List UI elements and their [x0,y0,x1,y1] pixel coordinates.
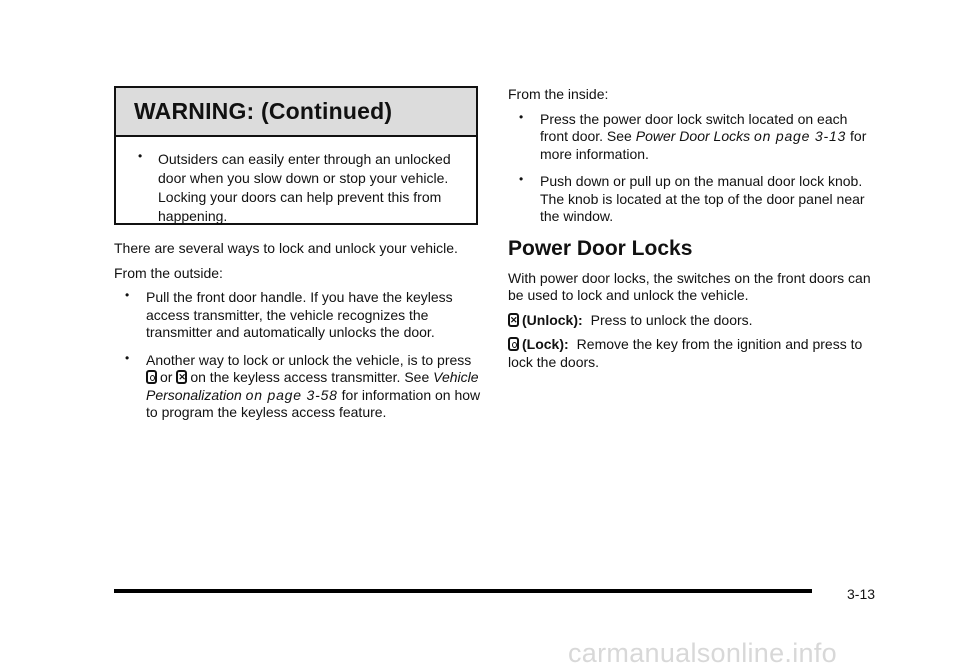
lock-label: (Lock): [522,336,569,352]
cross-reference-title[interactable]: Vehicle Personalization [146,369,479,403]
list-item-text-c: for information on how to program the keyless access feature. [146,386,481,420]
list-item-text: Pull the front door handle. If you have the keyless access transmitter, the vehicle recognizes the transmitter and automatically unlocks the door. [146,289,453,340]
unlock-text: Press to unlock the doors. [590,311,753,328]
inside-bullet-list [508,111,878,226]
or-word: or [160,369,173,385]
unlock-label: (Unlock): [522,311,583,328]
left-column [114,240,484,432]
inside-label: From the inside: [508,86,609,102]
outside-label: From the outside: [114,264,223,281]
page-number: 3-13 [847,586,876,602]
lock-text: Remove the key from the ignition and press to lock the doors. [508,336,863,370]
lock-icon [146,370,157,384]
lock-icon [508,337,519,351]
cross-reference-title[interactable]: Power Door Locks [635,128,751,144]
list-item-text-a: Another way to lock or unlock the vehicle, is to press [146,351,472,368]
list-item-text-a: Press the power door lock switch located on each front door. See [540,110,848,144]
bullet-dot-icon: • [125,288,130,302]
bullet-dot-icon: • [125,350,130,365]
right-column [508,86,878,378]
lock-description [508,336,878,371]
section-title: Power Door Locks [508,236,693,260]
intro-paragraph: There are several ways to lock and unlock your vehicle. [114,240,458,256]
warning-title: WARNING: (Continued) [134,98,393,124]
bullet-dot-icon: • [519,109,524,124]
list-item [114,352,484,422]
unlock-icon [508,313,519,327]
warning-bullet-text: Outsiders can easily enter through an unlocked door when you slow down or stop your vehicle. Locking your doors can help prevent this from happening. [158,151,451,224]
cross-reference-page[interactable]: on page 3-58 [245,386,338,403]
warning-box [114,86,478,225]
list-item [508,111,878,164]
cross-reference-page[interactable]: on page 3-13 [754,128,847,144]
list-item [508,173,878,226]
list-item-text-b: on the keyless access transmitter. See [190,369,430,385]
section-intro: With power door locks, the switches on the front doors can be used to lock and unlock the vehicle. [508,269,871,303]
list-item [114,289,484,342]
list-item-text-b: for more information. [540,128,867,162]
footer-rule [114,589,812,593]
unlock-icon [176,370,187,384]
bullet-dot-icon: • [519,172,524,186]
outside-bullet-list [114,289,484,422]
unlock-description [508,312,878,330]
bullet-dot-icon: • [138,149,143,163]
list-item-text: Push down or pull up on the manual door lock knob. The knob is located at the top of the door panel near the window. [540,173,865,224]
watermark: carmanualsonline.info [568,638,837,668]
warning-body [116,137,476,226]
warning-header [116,88,476,137]
